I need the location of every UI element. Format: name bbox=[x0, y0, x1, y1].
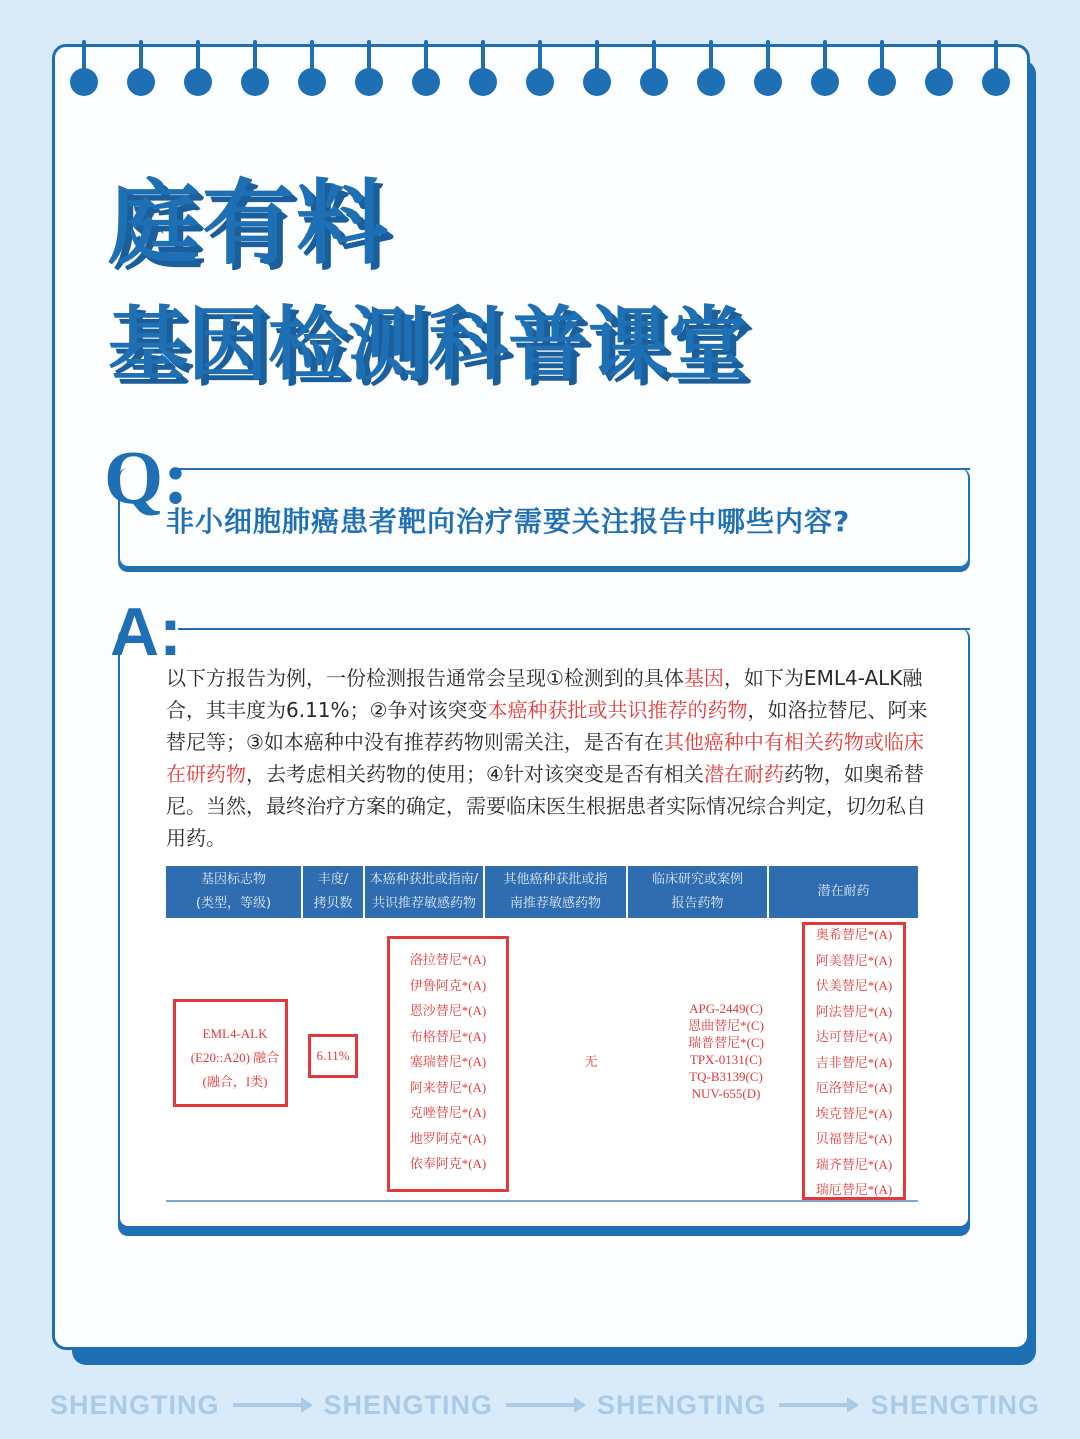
answer-highlight: 潜在耐药 bbox=[703, 762, 784, 786]
drug-item: 依奉阿克*(A) bbox=[409, 1156, 487, 1171]
question-label: Q: bbox=[104, 436, 189, 520]
report-table-column-header bbox=[166, 866, 303, 918]
drug-item: TPX-0131(C) bbox=[689, 1052, 763, 1067]
report-table-bottom-rule bbox=[166, 1200, 918, 1202]
drug-item: NUV-655(D) bbox=[691, 1086, 761, 1101]
drug-item: 瑞厄替尼*(A) bbox=[815, 1182, 893, 1197]
binder-ring bbox=[70, 40, 98, 100]
binder-ring bbox=[355, 40, 383, 100]
question-text: 非小细胞肺癌患者靶向治疗需要关注报告中哪些内容? bbox=[166, 505, 851, 538]
drug-item: 地罗阿克*(A) bbox=[409, 1130, 487, 1146]
header-line: 拷贝数 bbox=[313, 896, 353, 911]
answer-highlight: 其他癌种中有相关药物或临床在研药物 bbox=[166, 730, 924, 786]
drug-item: 埃克替尼*(A) bbox=[815, 1105, 893, 1121]
brand-title: 庭有料 bbox=[108, 170, 391, 277]
drug-item: 阿来替尼*(A) bbox=[409, 1079, 487, 1095]
report-table bbox=[166, 866, 918, 1204]
binder-ring bbox=[526, 40, 554, 100]
answer-segment: 以下方报告为例，一份检测报告通常会呈现①检测到的具体 bbox=[166, 666, 684, 690]
binder-rings bbox=[70, 40, 1010, 100]
answer-text bbox=[166, 662, 934, 854]
binder-ring bbox=[925, 40, 953, 100]
answer-highlight: 基因 bbox=[683, 666, 724, 690]
binder-ring bbox=[184, 40, 212, 100]
question-box-topline bbox=[178, 468, 970, 470]
drug-item: (E20::A20) 融合 bbox=[190, 1050, 280, 1065]
report-table-column-header bbox=[365, 866, 485, 918]
biomarker-cell bbox=[176, 1022, 294, 1094]
binder-ring bbox=[127, 40, 155, 100]
drug-item: 瑞齐替尼*(A) bbox=[815, 1156, 893, 1172]
footer-brand-word: SHENGTING bbox=[870, 1389, 1040, 1420]
page-title: 基因检测科普课堂 bbox=[108, 298, 748, 391]
answer-segment: ，如下为EML4-ALK融合，其丰度为6.11%；②争对该突变 bbox=[166, 666, 923, 722]
drug-item: 塞瑞替尼*(A) bbox=[409, 1054, 487, 1069]
header-line: 丰度/ bbox=[317, 872, 349, 887]
drug-item: EML4-ALK bbox=[202, 1026, 268, 1041]
arrow-right-icon bbox=[506, 1403, 584, 1407]
abundance-cell: 6.11% bbox=[316, 1048, 350, 1063]
binder-ring bbox=[697, 40, 725, 100]
other-cancer-drugs-cell: 无 bbox=[584, 1055, 598, 1070]
drug-item: 阿美替尼*(A) bbox=[815, 952, 893, 968]
binder-ring bbox=[640, 40, 668, 100]
header-line: 南推荐敏感药物 bbox=[509, 896, 601, 911]
drug-item: 瑞普替尼*(C) bbox=[688, 1035, 764, 1050]
footer-brand-word: SHENGTING bbox=[50, 1389, 220, 1420]
drug-item: (融合，I类) bbox=[202, 1074, 268, 1089]
binder-ring bbox=[754, 40, 782, 100]
arrow-right-icon bbox=[779, 1403, 857, 1407]
answer-segment: ，去考虑相关药物的使用；④针对该突变是否有相关 bbox=[246, 762, 704, 786]
header-line: (类型，等级) bbox=[195, 896, 272, 911]
header-line: 潜在耐药 bbox=[817, 884, 870, 899]
arrow-right-icon bbox=[233, 1403, 311, 1407]
drug-item: 布格替尼*(A) bbox=[409, 1028, 487, 1044]
resistance-drugs-list bbox=[802, 922, 906, 1203]
header-line: 基因标志物 bbox=[200, 872, 266, 887]
header-line: 本癌种获批或指南/ bbox=[369, 872, 479, 887]
binder-ring bbox=[868, 40, 896, 100]
answer-segment: ，如洛拉替尼、阿来替尼等；③如本癌种中没有推荐药物则需关注，是否有在 bbox=[166, 698, 928, 754]
drug-item: 贝福替尼*(A) bbox=[815, 1131, 893, 1146]
clinical-drugs-list bbox=[666, 1000, 786, 1102]
footer-watermark bbox=[50, 1388, 1040, 1422]
drug-item: 厄洛替尼*(A) bbox=[815, 1080, 893, 1095]
drug-item: 伏美替尼*(A) bbox=[815, 978, 893, 993]
binder-ring bbox=[241, 40, 269, 100]
report-table-column-header bbox=[769, 866, 918, 918]
answer-box-topline bbox=[178, 628, 970, 630]
drug-item: 克唑替尼*(A) bbox=[409, 1105, 487, 1120]
binder-ring bbox=[412, 40, 440, 100]
binder-ring bbox=[583, 40, 611, 100]
answer-segment: 药物，如奥希替尼。当然，最终治疗方案的确定，需要临床医生根据患者实际情况综合判定，切勿私自用药。 bbox=[166, 762, 926, 850]
report-table-header bbox=[166, 866, 918, 918]
drug-item: 达可替尼*(A) bbox=[815, 1029, 893, 1044]
binder-ring bbox=[982, 40, 1010, 100]
drug-item: APG-2449(C) bbox=[689, 1001, 763, 1016]
same-cancer-drugs-list bbox=[387, 947, 509, 1177]
answer-highlight: 本癌种获批或共识推荐的药物 bbox=[487, 698, 748, 722]
header-line: 共识推荐敏感药物 bbox=[371, 896, 476, 911]
drug-item: 奥希替尼*(A) bbox=[815, 927, 893, 942]
footer-brand-word: SHENGTING bbox=[323, 1389, 493, 1420]
drug-item: 恩沙替尼*(A) bbox=[409, 1003, 487, 1018]
drug-item: 阿法替尼*(A) bbox=[815, 1003, 893, 1019]
report-table-column-header bbox=[303, 866, 365, 918]
drug-item: 伊鲁阿克*(A) bbox=[409, 977, 487, 993]
header-line: 其他癌种获批或指 bbox=[503, 872, 608, 887]
drug-item: 吉非替尼*(A) bbox=[815, 1054, 893, 1070]
header-line: 临床研究或案例 bbox=[651, 872, 743, 887]
binder-ring bbox=[298, 40, 326, 100]
drug-item: TQ-B3139(C) bbox=[689, 1069, 763, 1084]
report-table-column-header bbox=[485, 866, 628, 918]
footer-brand-word: SHENGTING bbox=[596, 1389, 767, 1420]
binder-ring bbox=[469, 40, 497, 100]
drug-item: 洛拉替尼*(A) bbox=[409, 952, 487, 967]
drug-item: 恩曲替尼*(C) bbox=[688, 1018, 764, 1033]
answer-label: A: bbox=[110, 594, 182, 670]
report-table-column-header bbox=[628, 866, 769, 918]
binder-ring bbox=[811, 40, 839, 100]
header-line: 报告药物 bbox=[671, 896, 724, 911]
